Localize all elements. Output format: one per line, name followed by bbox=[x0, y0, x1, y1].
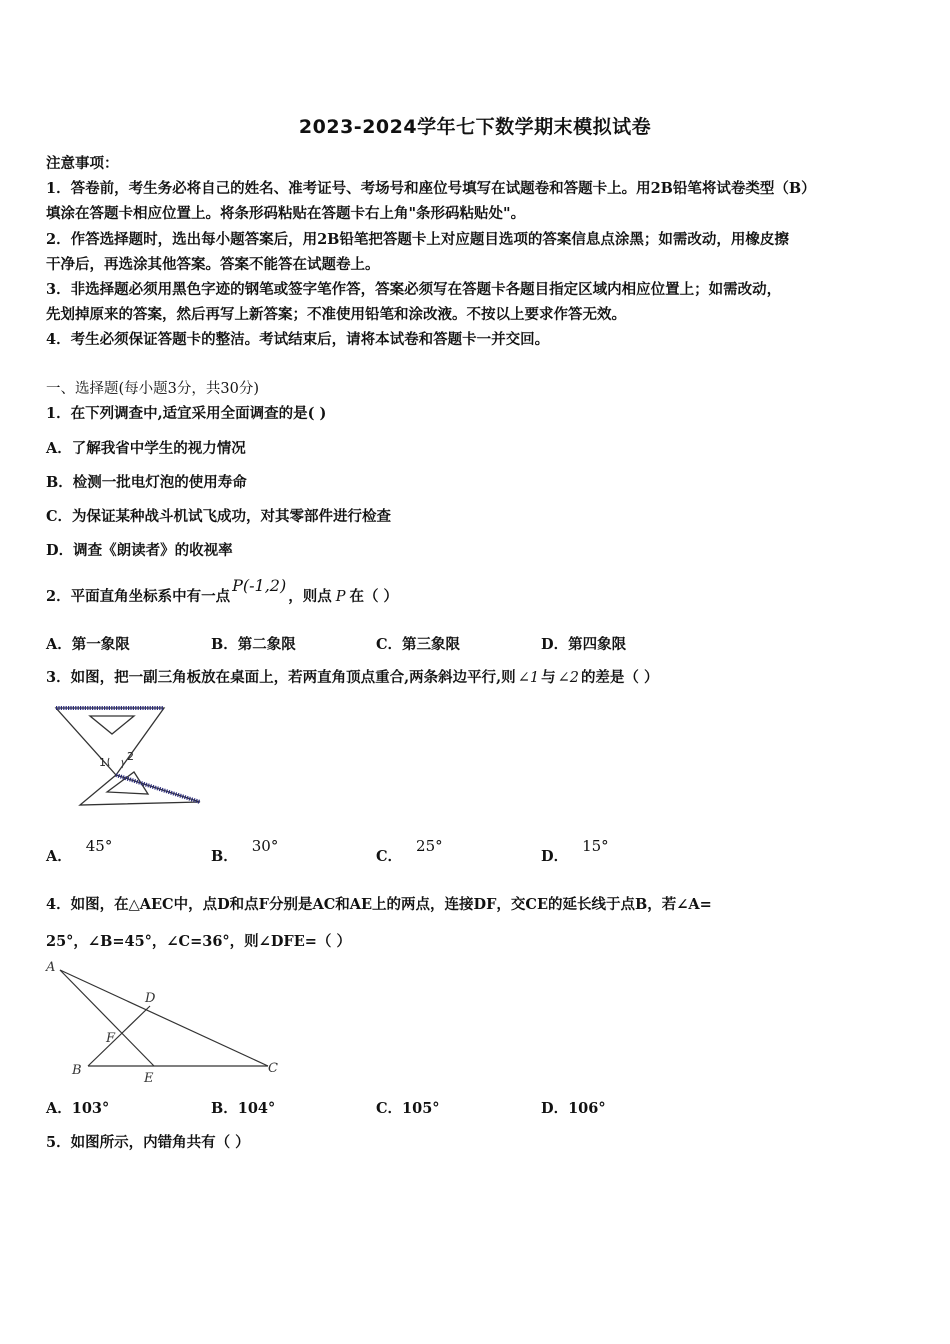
q3-stem-a: 3．如图，把一副三角板放在桌面上，若两直角顶点重合,两条斜边平行,则 bbox=[46, 669, 516, 686]
q2-point: P(-1,2) bbox=[232, 576, 287, 595]
q1-stem: 1．在下列调查中,适宜采用全面调查的是( ) bbox=[46, 405, 327, 422]
q2-option-a: A．第一象限 bbox=[46, 636, 130, 653]
q4-stem-line2: 25°，∠B=45°，∠C=36°，则∠DFE=（ ） bbox=[46, 933, 351, 950]
q4-option-a: A．103° bbox=[46, 1100, 110, 1117]
page-title: 2023-2024学年七下数学期末模拟试卷 bbox=[298, 116, 652, 138]
q4-option-b: B．104° bbox=[211, 1100, 276, 1117]
q3-option-a: A．45° bbox=[46, 837, 113, 865]
q3-option-d: D．15° bbox=[541, 837, 609, 865]
q4-label-f: F bbox=[106, 1031, 116, 1046]
q2-stem-a: 2．平面直角坐标系中有一点 bbox=[46, 588, 231, 605]
q3-angle1: ∠1 bbox=[517, 670, 540, 686]
q3-option-c: C．25° bbox=[376, 837, 443, 865]
q3-option-a-value: 45° bbox=[85, 837, 113, 855]
notice-line-2: 填涂在答题卡相应位置上。将条形码粘贴在答题卡右上角"条形码粘贴处"。 bbox=[46, 205, 526, 222]
q5-stem: 5．如图所示，内错角共有（ ） bbox=[46, 1134, 250, 1151]
q3-option-c-value: 25° bbox=[416, 837, 443, 855]
q4-label-d: D bbox=[145, 991, 156, 1006]
q3-angle2: ∠2 bbox=[557, 670, 579, 686]
q1-option-d: D．调查《朗读者》的收视率 bbox=[46, 542, 233, 559]
q2-stem bbox=[46, 576, 399, 606]
q4-label-c: C bbox=[268, 1061, 278, 1076]
notice-line-6: 先划掉原来的答案，然后再写上新答案；不准使用铅笔和涂改液。不按以上要求作答无效。 bbox=[46, 306, 626, 323]
q3-bottom-triangle bbox=[80, 775, 200, 805]
q3-option-b-value: 30° bbox=[251, 837, 279, 855]
q1-option-b: B．检测一批电灯泡的使用寿命 bbox=[46, 474, 247, 491]
q4-line-ac bbox=[60, 970, 268, 1066]
notice-line-4: 干净后，再选涂其他答案。答案不能答在试题卷上。 bbox=[46, 256, 380, 273]
section-heading: 一、选择题(每小题3分，共30分) bbox=[46, 381, 259, 397]
q2-option-b: B．第二象限 bbox=[211, 636, 296, 653]
q3-option-b: B．30° bbox=[211, 837, 279, 865]
q4-option-d: D．106° bbox=[541, 1100, 606, 1117]
q2-stem-b: ，则点 bbox=[288, 588, 332, 605]
q3-label-2: 2 bbox=[127, 750, 134, 763]
q3-stem-b: 与 bbox=[541, 669, 556, 686]
q2-point-p: P bbox=[335, 589, 346, 605]
q4-label-e: E bbox=[144, 1071, 154, 1086]
q3-top-inner-triangle bbox=[90, 716, 134, 734]
q4-line-bd bbox=[88, 1006, 150, 1066]
notice-line-5: 3．非选择题必须用黑色字迹的钢笔或签字笔作答，答案必须写在答题卡各题目指定区域内相应位置上；如需改动， bbox=[46, 281, 782, 298]
q1-option-a: A．了解我省中学生的视力情况 bbox=[46, 440, 246, 457]
q2-option-c: C．第三象限 bbox=[376, 636, 461, 653]
q4-stem-line1: 4．如图，在△AEC中，点D和点F分别是AC和AE上的两点，连接DF，交CE的延长线于点B，若∠A= bbox=[46, 896, 712, 913]
q3-triangle-figure bbox=[52, 700, 207, 810]
q3-label-1: 1 bbox=[99, 756, 106, 769]
notice-line-7: 4．考生必须保证答题卡的整洁。考试结束后，请将本试卷和答题卡一并交回。 bbox=[46, 331, 550, 348]
notice-line-1: 1．答卷前，考生务必将自己的姓名、准考证号、考场号和座位号填写在试题卷和答题卡上。用2B铅笔将试卷类型（B） bbox=[46, 180, 816, 197]
q2-option-d: D．第四象限 bbox=[541, 636, 627, 653]
q3-stem bbox=[46, 666, 659, 687]
q3-top-triangle bbox=[56, 708, 164, 775]
q3-option-d-value: 15° bbox=[582, 837, 609, 855]
q4-line-ae bbox=[60, 970, 154, 1066]
q4-label-a: A bbox=[46, 960, 56, 975]
q4-triangle-figure bbox=[42, 958, 287, 1088]
q3-stem-c: 的差是（ ） bbox=[580, 669, 659, 686]
q2-stem-c: 在（ ） bbox=[349, 588, 399, 605]
notice-heading: 注意事项： bbox=[46, 155, 119, 172]
q4-option-c: C．105° bbox=[376, 1100, 440, 1117]
notice-line-3: 2．作答选择题时，选出每小题答案后，用2B铅笔把答题卡上对应题目选项的答案信息点涂黑；如需改动，用橡皮擦 bbox=[46, 231, 789, 248]
q4-label-b: B bbox=[72, 1063, 82, 1078]
q1-option-c: C．为保证某种战斗机试飞成功，对其零部件进行检查 bbox=[46, 508, 392, 525]
